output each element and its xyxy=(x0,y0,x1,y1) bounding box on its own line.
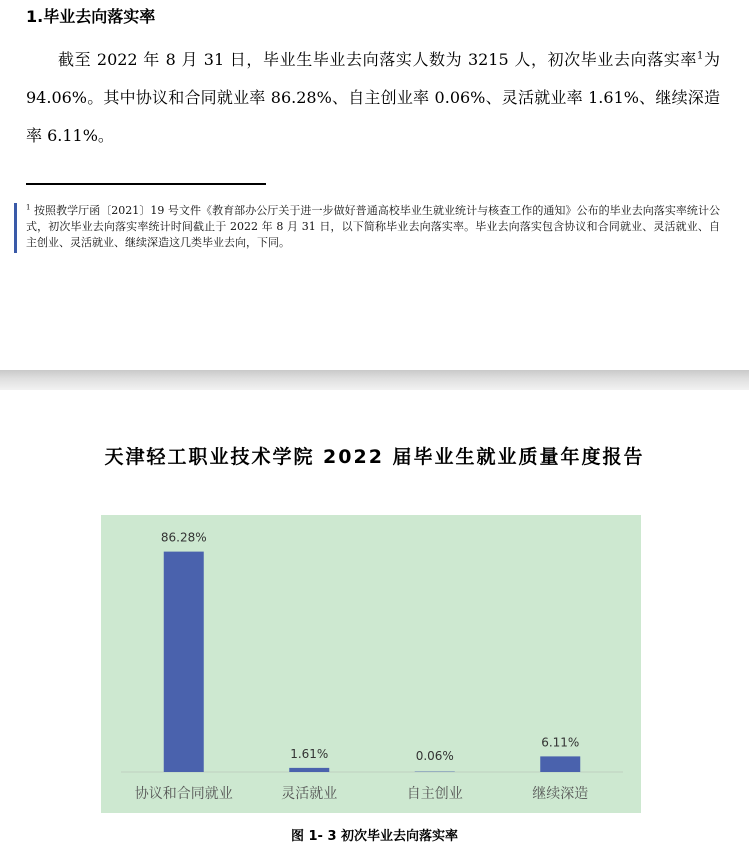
body-paragraph xyxy=(26,41,720,155)
data-label-2: 0.06% xyxy=(415,749,454,763)
data-label-0: 86.28% xyxy=(160,530,207,545)
bar-chart xyxy=(101,515,641,813)
page-break-shadow xyxy=(0,370,749,390)
footnote-reference[interactable]: 1 xyxy=(697,50,704,62)
page-header: 天津轻工职业技术学院 2022 届毕业生就业质量年度报告 xyxy=(104,446,645,468)
section-title: 1.毕业去向落实率 xyxy=(26,7,156,26)
page-one xyxy=(0,0,749,370)
category-label-2: 自主创业 xyxy=(406,786,463,802)
bar-1 xyxy=(289,768,329,772)
paragraph-part-2: 为 94.06%。其中协议和合同就业率 86.28%、自主创业率 0.06%、灵活就业率 1.61%、继续深造率 6.11%。 xyxy=(26,50,720,145)
paragraph-part-1: 截至 2022 年 8 月 31 日，毕业生毕业去向落实人数为 3215 人，初次毕业去向落实率 xyxy=(58,50,697,69)
page-two xyxy=(0,390,749,851)
footnote xyxy=(26,203,720,251)
footnote-marker: 1 xyxy=(26,203,31,212)
category-label-0: 协议和合同就业 xyxy=(134,786,233,802)
footnote-separator xyxy=(26,183,266,185)
data-label-3: 6.11% xyxy=(541,735,580,750)
figure-caption: 图 1- 3 初次毕业去向落实率 xyxy=(290,829,459,844)
footnote-text: 按照教学厅函〔2021〕19 号文件《教育部办公厅关于进一步做好普通高校毕业生就业统计与核查工作的通知》公布的毕业去向落实率统计公式，初次毕业去向落实率统计时间截止于 2022 年 8 月 31 日，以下简称毕业去向落实率。毕业去向落实包含协议和合同就业、灵活就业、自主创业、灵活就业、继续深造这几类毕业去向，下同。 xyxy=(26,204,721,249)
data-label-1: 1.61% xyxy=(290,746,329,761)
category-label-3: 继续深造 xyxy=(532,786,589,802)
bar-3 xyxy=(540,756,580,772)
footnote-margin-bar xyxy=(14,203,17,253)
category-label-1: 灵活就业 xyxy=(281,786,338,802)
chart-plot xyxy=(101,515,641,813)
bar-0 xyxy=(164,552,204,772)
